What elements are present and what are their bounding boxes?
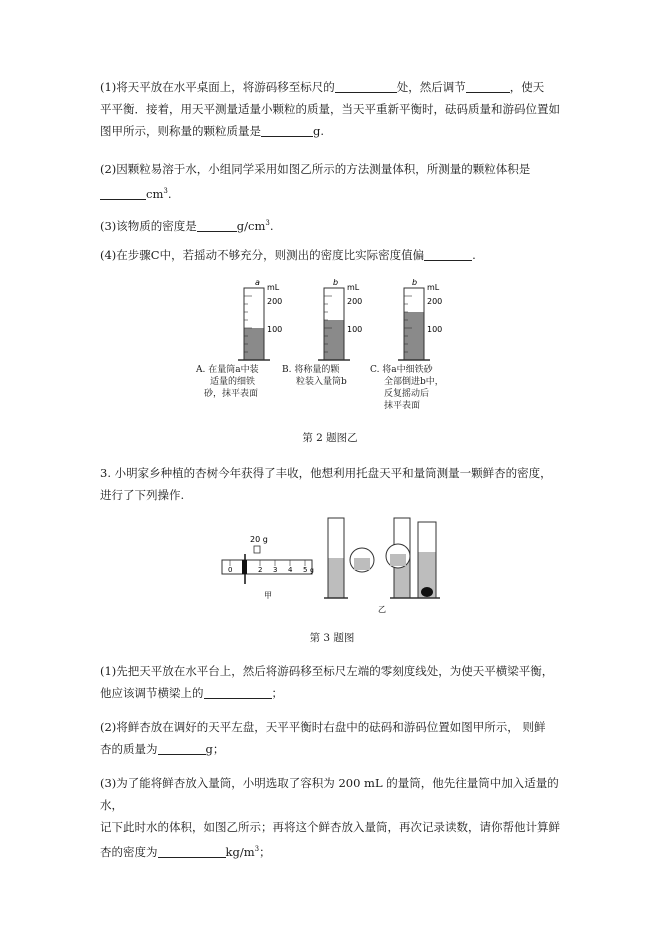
svg-text:200: 200 <box>267 297 283 306</box>
svg-text:200: 200 <box>347 297 363 306</box>
svg-text:甲: 甲 <box>264 591 272 600</box>
svg-text:b: b <box>333 278 339 287</box>
q3-part3: (3)为了能将鲜杏放入量筒，小明选取了容积为 200 mL 的量筒，他先往量筒中加入适量的水， 记下此时水的体积，如图乙所示；再将这个鲜杏放入量筒，再次记录读数，请你帮他计算鲜 杏的密度为 $kg/m^3$； <box>100 776 560 859</box>
svg-text:100: 100 <box>347 325 363 334</box>
answer-blank[interactable] <box>158 741 206 755</box>
svg-text:200: 200 <box>427 297 443 306</box>
figure-3-cylinders <box>322 514 452 614</box>
q3-intro: 3. 小明家乡种植的杏树今年获得了丰收，他想利用托盘天平和量筒测量一颗鲜杏的密度， 进行了下列操作. <box>100 466 552 502</box>
answer-blank[interactable] <box>100 186 146 200</box>
svg-text:20 g: 20 g <box>250 535 268 544</box>
answer-blank[interactable] <box>261 123 313 137</box>
svg-text:mL: mL <box>347 283 360 292</box>
figure-2-caption: 第 2 题图乙 <box>302 432 358 444</box>
answer-blank[interactable] <box>466 79 510 93</box>
answer-blank[interactable] <box>204 685 272 699</box>
svg-text:a: a <box>255 278 260 287</box>
answer-blank[interactable] <box>197 218 237 232</box>
svg-text:b: b <box>412 278 418 287</box>
svg-text:0: 0 <box>228 566 233 574</box>
fig2-caption-a: A. 在量筒a中装 适量的细铁 砂，抹平表面 <box>196 365 259 399</box>
svg-text:mL: mL <box>427 283 440 292</box>
fig2-caption-b: B. 将称量的颗 粒装入量筒b <box>282 365 347 387</box>
answer-blank[interactable] <box>335 79 397 93</box>
apricot-icon <box>421 587 433 597</box>
answer-blank[interactable] <box>158 844 226 858</box>
figure-2-cylinders <box>200 276 470 366</box>
svg-text:100: 100 <box>427 325 443 334</box>
svg-text:3: 3 <box>273 566 278 574</box>
figure-3-caption: 第 3 题图 <box>309 632 355 644</box>
svg-text:5: 5 <box>303 566 308 574</box>
q2-part1: (1)将天平放在水平桌面上，将游码移至标尺的 处，然后调节 ，使天 平平衡．接着，用天平测量适量小颗粒的质量，当天平重新平衡时，砝码质量和游码位置如 图甲所示，则称量的颗粒质量是 g. <box>100 80 560 138</box>
svg-text:2: 2 <box>258 566 263 574</box>
q2-part2: (2)因颗粒易溶于水，小组同学采用如图乙所示的方法测量体积，所测量的颗粒体积是 $cm^3$. <box>100 162 531 201</box>
fig2-caption-c: C. 将a中细铁砂 全部倒进b中， 反复摇动后 抹平表面 <box>370 365 444 411</box>
cylinder-b <box>318 278 362 360</box>
svg-text:乙: 乙 <box>378 605 386 614</box>
answer-blank[interactable] <box>424 247 472 261</box>
svg-text:g: g <box>310 567 314 574</box>
rider-marker <box>242 560 247 574</box>
q2-part4: (4)在步骤C中，若摇动不够充分，则测出的密度比实际密度值偏 . <box>100 248 476 262</box>
q3-part2: (2)将鲜杏放在调好的天平左盘，天平平衡时右盘中的砝码和游码位置如图甲所示， 则鲜 杏的质量为 g； <box>100 720 546 756</box>
svg-text:mL: mL <box>267 283 280 292</box>
cylinder-c <box>398 278 442 360</box>
figure-3-scale <box>218 530 318 602</box>
q2-part3: (3)该物质的密度是 $g/cm^3$. <box>100 219 274 233</box>
weight-icon <box>254 546 260 553</box>
cylinder-a <box>238 278 282 360</box>
svg-text:100: 100 <box>267 325 283 334</box>
q3-part1: (1)先把天平放在水平台上，然后将游码移至标尺左端的零刻度线处，为使天平横梁平衡， 他应该调节横梁上的 ； <box>100 664 554 700</box>
svg-text:4: 4 <box>288 566 293 574</box>
